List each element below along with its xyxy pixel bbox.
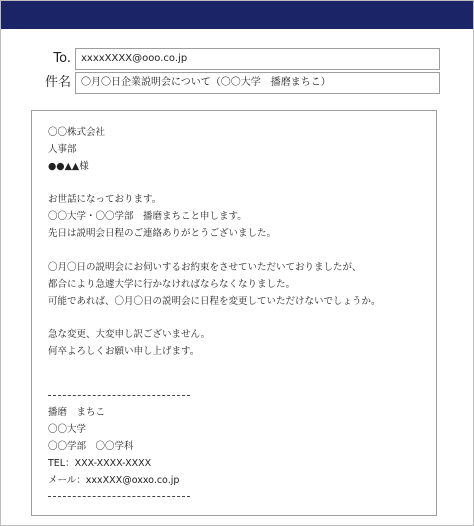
title-bar (1, 1, 473, 29)
greeting-line: 先日は説明会日程のご連絡ありがとうございました。 (48, 228, 277, 239)
signature-email: メール：xxxXXX@oxxo.co.jp (48, 475, 180, 486)
recipient-company: 〇〇株式会社 (48, 127, 106, 138)
subject-row (31, 72, 436, 94)
signature-faculty: 〇〇学部 〇〇学科 (48, 441, 134, 452)
request-line: 都合により急遽大学に行かなければならなくなりました。 (48, 279, 296, 290)
signature-university: 〇〇大学 (48, 424, 87, 435)
signature-divider-top (48, 395, 190, 396)
request-line: 可能であれば、〇月〇日の説明会に日程を変更していただけないでしょうか。 (48, 296, 381, 307)
recipient-name: ●●▲▲様 (48, 161, 89, 172)
greeting-line: お世話になっております。 (48, 194, 162, 205)
to-field[interactable]: xxxxXXXX@ooo.co.jp (75, 48, 440, 70)
signature-divider-bottom (48, 496, 190, 497)
to-label: To. (53, 51, 71, 66)
subject-field[interactable]: 〇月〇日企業説明会について（〇〇大学 播磨まちこ） (75, 72, 440, 94)
closing-line: 何卒よろしくお願い申し上げます。 (48, 346, 200, 357)
message-body[interactable] (31, 110, 437, 516)
signature-tel: TEL：XXX-XXXX-XXXX (48, 458, 152, 469)
greeting-line: 〇〇大学・〇〇学部 播磨まちこと申します。 (48, 211, 247, 222)
recipient-department: 人事部 (48, 144, 77, 155)
signature-name: 播磨 まちこ (48, 407, 106, 418)
request-line: 〇月〇日の説明会にお伺いするお約束をさせていただいておりましたが、 (48, 262, 362, 273)
subject-label: 件名 (44, 75, 71, 90)
to-row (31, 48, 436, 70)
closing-line: 急な変更、大変申し訳ございません。 (48, 329, 211, 340)
